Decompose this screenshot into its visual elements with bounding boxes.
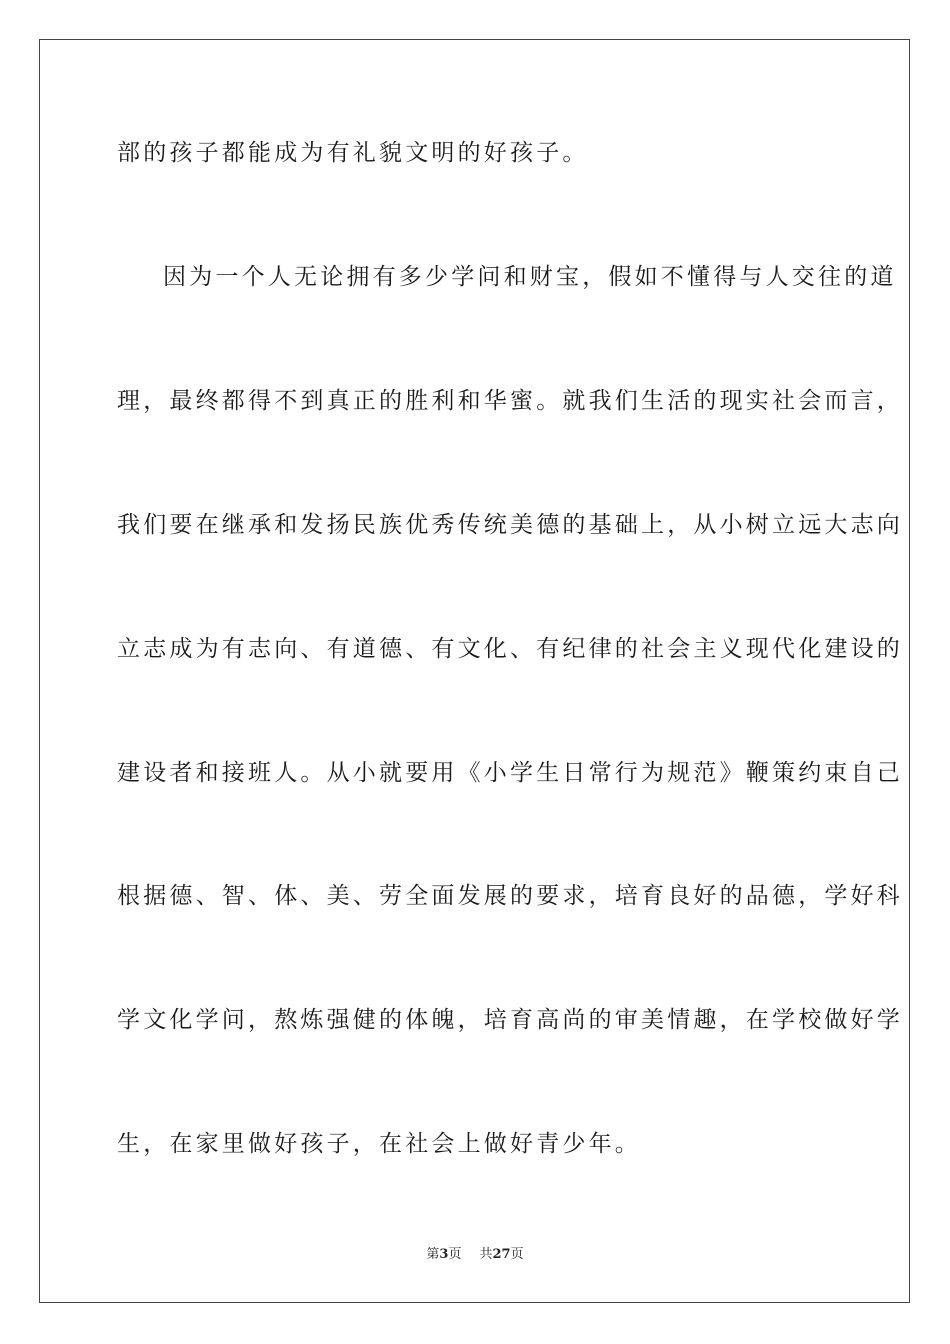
text-line-8: 学文化学问，熬炼强健的体魄，培育高尚的审美情趣，在学校做好学 — [117, 1007, 903, 1033]
text-line-6: 建设者和接班人。从小就要用《小学生日常行为规范》鞭策约束自己 — [117, 760, 903, 786]
page-footer — [0, 1247, 950, 1263]
text-line-3: 理，最终都得不到真正的胜利和华蜜。就我们生活的现实社会而言， — [117, 388, 903, 414]
text-line-2: 因为一个人无论拥有多少学问和财宝，假如不懂得与人交往的道 — [163, 264, 897, 290]
page-border — [39, 39, 910, 1303]
total-prefix: 共 — [479, 1247, 493, 1262]
text-line-1: 部的孩子都能成为有礼貌文明的好孩子。 — [117, 140, 589, 166]
text-line-4: 我们要在继承和发扬民族优秀传统美德的基础上，从小树立远大志向 — [117, 512, 903, 538]
total-suffix: 页 — [510, 1247, 524, 1262]
page-number: 3 — [439, 1247, 449, 1262]
page-suffix: 页 — [448, 1247, 462, 1262]
text-line-5: 立志成为有志向、有道德、有文化、有纪律的社会主义现代化建设的 — [117, 636, 903, 662]
page-prefix: 第 — [426, 1247, 440, 1262]
text-line-7: 根据德、智、体、美、劳全面发展的要求，培育良好的品德，学好科 — [117, 883, 903, 909]
text-line-9: 生，在家里做好孩子，在社会上做好青少年。 — [117, 1131, 641, 1157]
total-pages: 27 — [492, 1247, 511, 1262]
